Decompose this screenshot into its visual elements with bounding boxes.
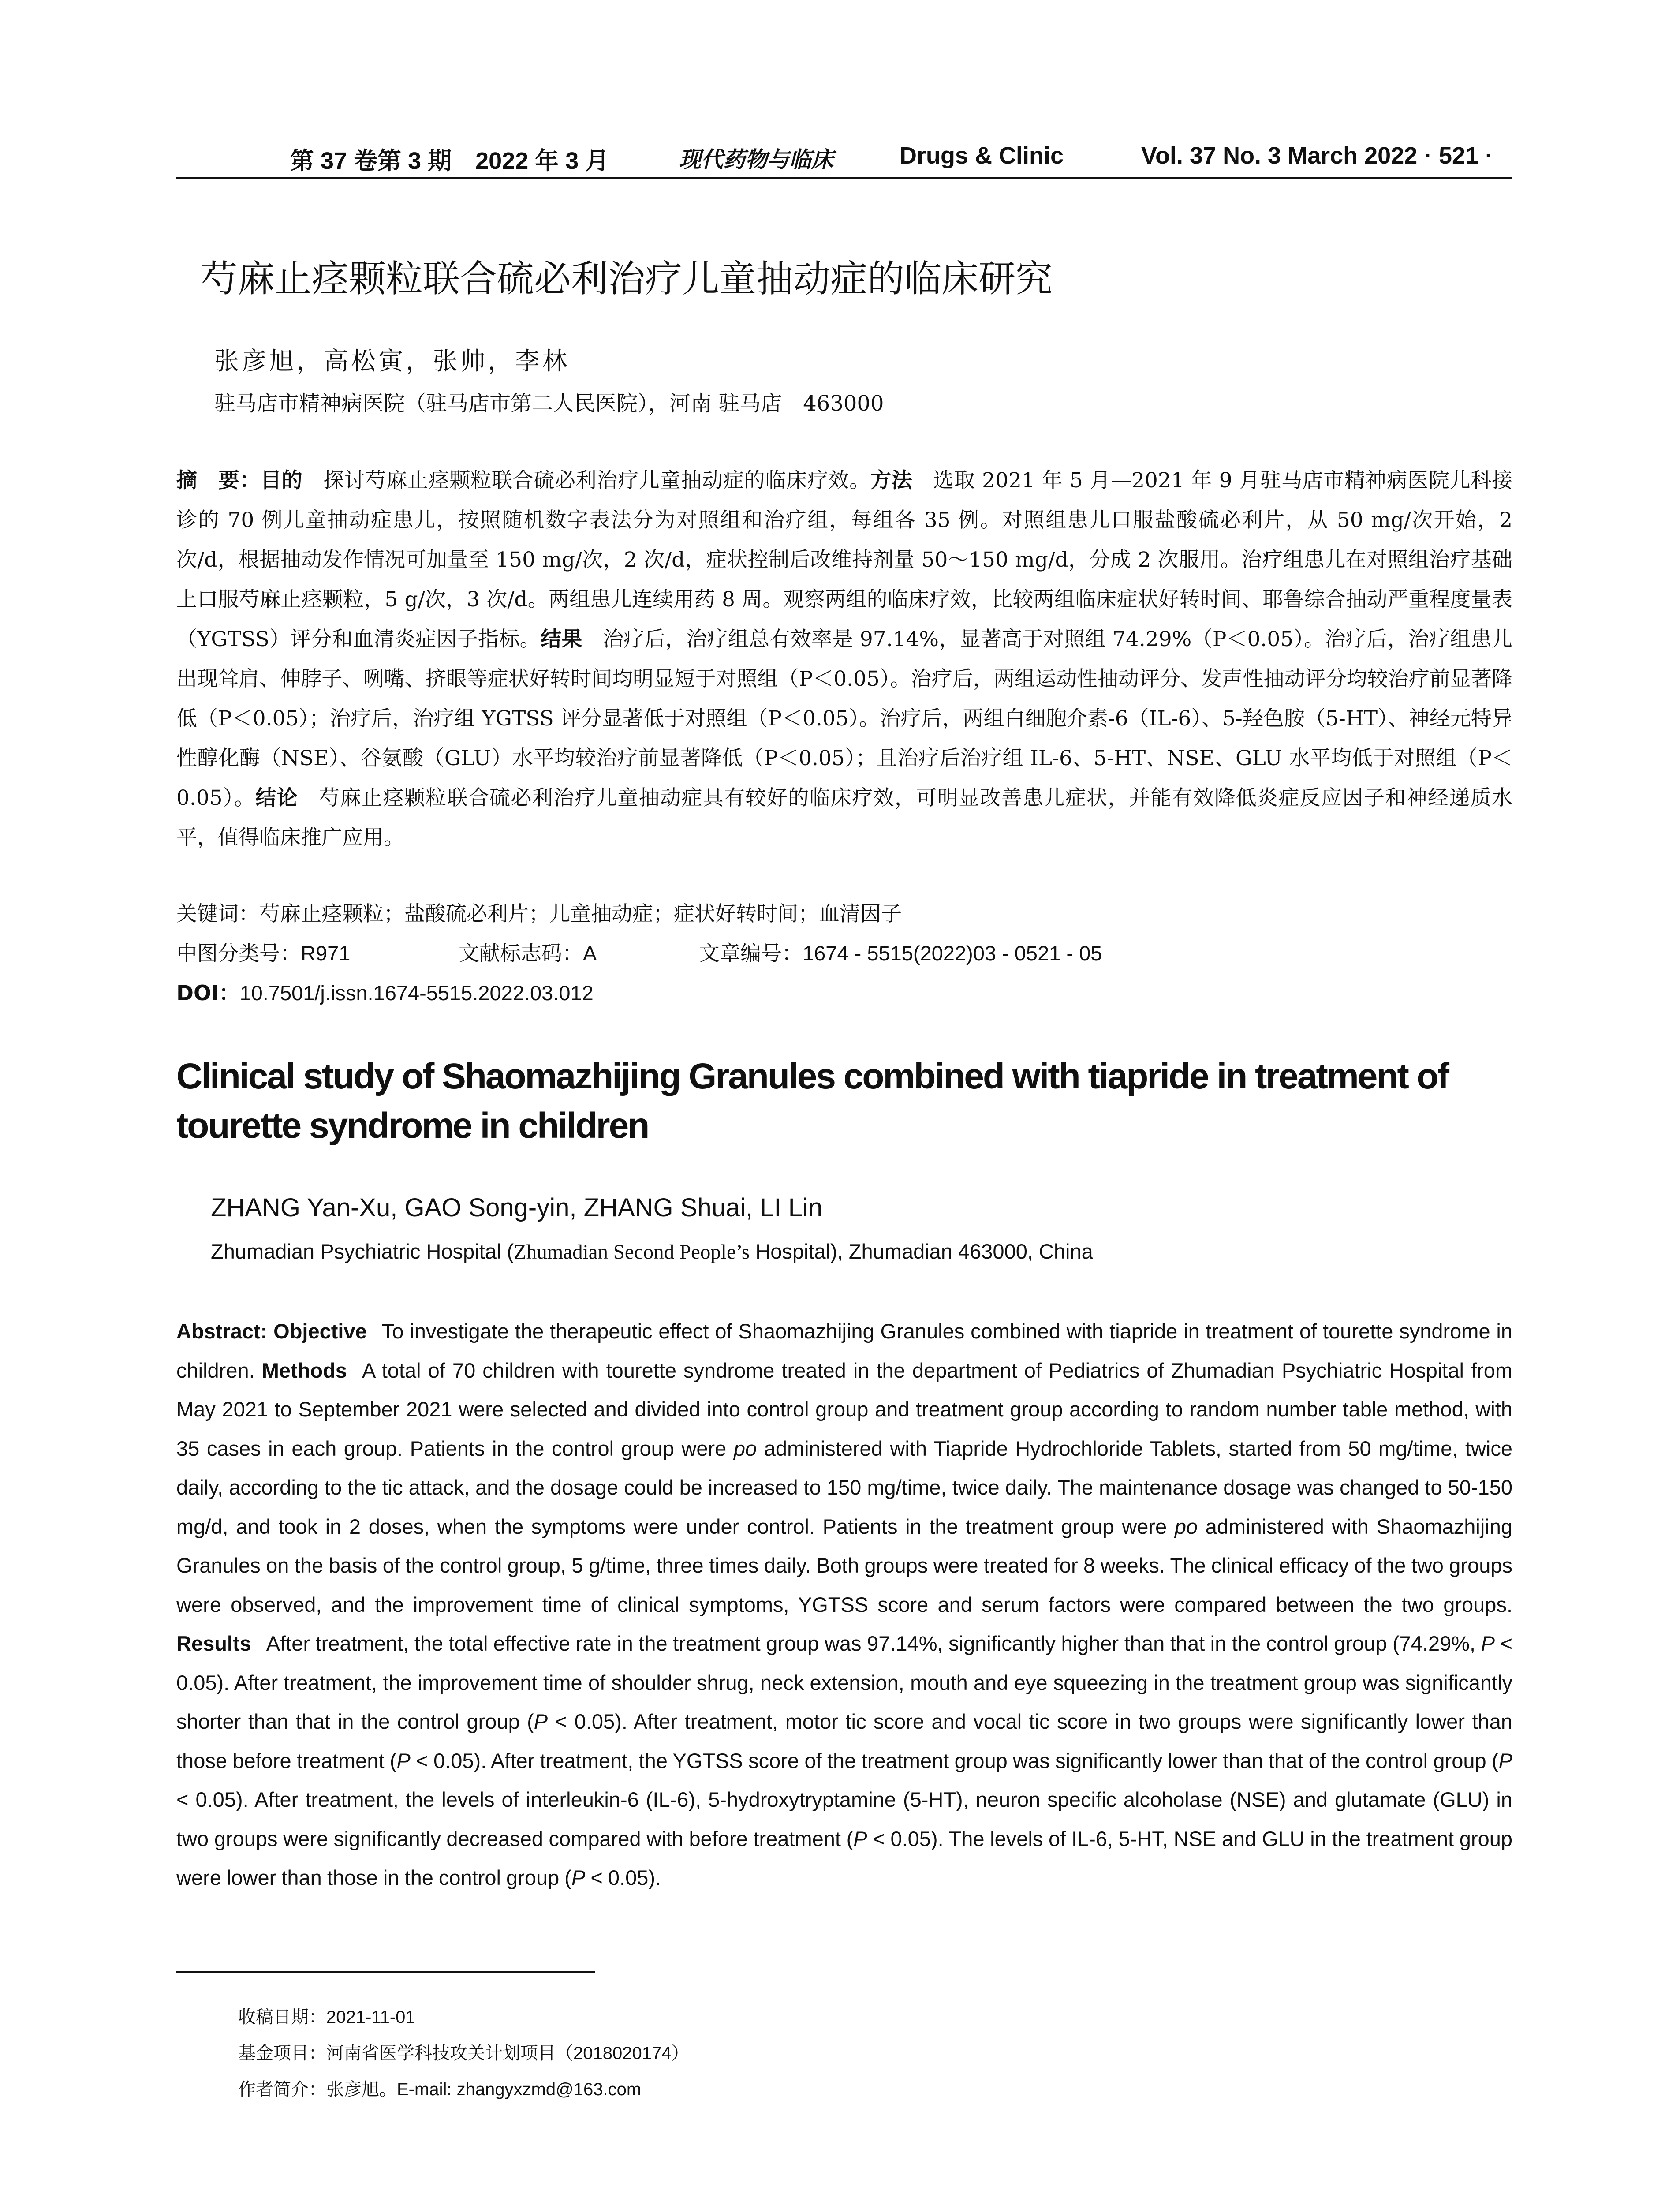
keywords-line	[176, 897, 1512, 927]
fund-label: 基金项目：	[238, 2043, 326, 2063]
footnote-rule	[176, 1971, 595, 1973]
header-rule	[176, 177, 1512, 179]
abstract-cn	[176, 461, 1512, 858]
results-label-en: Results	[176, 1632, 251, 1655]
footnote-received	[238, 1999, 1473, 2035]
methods-label-cn: 方法	[870, 468, 913, 493]
author-email: E-mail: zhangyxzmd@163.com	[397, 2080, 642, 2099]
doi-label: DOI：	[176, 981, 240, 1005]
footnotes	[238, 1999, 1473, 2108]
doc-code-value: A	[583, 942, 597, 965]
classification-line	[176, 937, 1512, 968]
doi-value: 10.7501/j.issn.1674-5515.2022.03.012	[239, 981, 594, 1005]
affiliation-en	[211, 1239, 1512, 1264]
header-volume-cn: 第 37 卷第 3 期 2022 年 3 月	[290, 148, 609, 174]
p-symbol-5: P	[853, 1827, 867, 1850]
doc-code-label: 文献标志码：	[459, 942, 583, 966]
doi-line	[176, 977, 1512, 1006]
objective-text-cn: 探讨芍麻止痉颗粒联合硫必利治疗儿童抽动症的临床疗效。	[323, 468, 870, 493]
methods-text-en-a: A total of 70 children with tourette syndrome treated in the department of Pediatrics of Zhumadian Psychiatric Hospital from May 2021 to September 2021 were selected and divided into control group and treatment group according to random number table method, with 35 cases in each group. Patients in the control group were	[176, 1358, 1513, 1460]
methods-text-cn: 选取 2021 年 5 月—2021 年 9 月驻马店市精神病医院儿科接诊的 70 例儿童抽动症患儿，按照随机数字表法分为对照组和治疗组，每组各 35 例。对照组患儿口服盐酸硫必利片，从 50 mg/次开始，2 次/d，根据抽动发作情况可加量至 150 mg/次，2 次/d，症状控制后改维持剂量 50～150 mg/d，分成 2 次服用。治疗组患儿在对照组治疗基础上口服芍麻止痉颗粒，5 g/次，3 次/d。两组患儿连续用药 8 周。观察两组的临床疗效，比较两组临床症状好转时间、耶鲁综合抽动严重程度量表（YGTSS）评分和血清炎症因子指标。	[176, 468, 1513, 651]
p-symbol-1: P	[1481, 1632, 1495, 1655]
keywords-label: 关键词：	[176, 902, 259, 926]
results-label-cn: 结果	[541, 627, 582, 651]
title-en: Clinical study of Shaomazhijing Granules combined with tiapride in treatment of tourette syndrome in children	[176, 1056, 1448, 1146]
fund-number: 2018020174	[573, 2044, 672, 2063]
p-symbol-3: P	[396, 1749, 411, 1772]
affiliation-en-b: Zhumadian Second People’s	[514, 1241, 750, 1263]
methods-text-en-b: administered with Tiapride Hydrochloride Tablets, started from 50 mg/time, twice daily, according to the tic attack, and the dosage could be increased to 150 mg/time, twice daily. The maintenance dosage was changed to 50-150 mg/d, and took in 2 doses, when the symptoms were under control. Patients in the treatment group were	[176, 1436, 1512, 1538]
received-date: 2021-11-01	[326, 2007, 415, 2027]
conclusion-label-cn: 结论	[255, 786, 298, 810]
affiliation-en-a: Zhumadian Psychiatric Hospital (	[211, 1240, 514, 1263]
results-text-en-6: < 0.05). The levels of IL-6, 5-HT, NSE and GLU in the treatment group were lower than those in the control group (	[176, 1827, 1513, 1889]
results-text-en-4: < 0.05). After treatment, the YGTSS score of the treatment group was significantly lower than that of the control group (	[416, 1749, 1499, 1772]
affiliation-cn: 驻马店市精神病医院（驻马店市第二人民医院），河南 驻马店 463000	[214, 391, 884, 416]
abstract-en	[176, 1312, 1512, 1898]
article-no-segment	[699, 937, 1102, 967]
article-no-value: 1674 - 5515(2022)03 - 0521 - 05	[803, 942, 1102, 965]
header-journal-en: Drugs & Clinic	[900, 142, 1064, 169]
affiliation-en-c: Hospital), Zhumadian 463000, China	[750, 1240, 1093, 1263]
p-symbol-2: P	[534, 1710, 548, 1733]
po-term-1: po	[733, 1436, 757, 1460]
article-no-label: 文章编号：	[699, 942, 803, 966]
clc-segment	[176, 937, 350, 967]
objective-text-en: To investigate the therapeutic effect of Shaomazhijing Granules combined with tiapride in treatment of tourette syndrome in children.	[176, 1319, 1513, 1382]
p-symbol-6: P	[571, 1866, 586, 1889]
p-symbol-4: P	[1498, 1749, 1512, 1772]
title-cn: 芍麻止痉颗粒联合硫必利治疗儿童抽动症的临床研究	[201, 257, 1053, 300]
objective-label-cn: 目的	[260, 468, 303, 493]
results-text-en-3: < 0.05). After treatment, motor tic score and vocal tic score in two groups were significantly lower than those before treatment (	[176, 1710, 1512, 1772]
doc-code-segment	[459, 937, 597, 967]
results-text-en-1: After treatment, the total effective rate in the treatment group was 97.14%, significantly higher than that in the control group (74.29%,	[266, 1632, 1476, 1655]
results-text-en-2: < 0.05). After treatment, the improvement time of shoulder shrug, neck extension, mouth and eye squeezing in the treatment group was significantly shorter than that in the control group (	[176, 1632, 1513, 1733]
header-volume-en: Vol. 37 No. 3 March 2022	[1141, 142, 1418, 169]
conclusion-text-cn: 芍麻止痉颗粒联合硫必利治疗儿童抽动症具有较好的临床疗效，可明显改善患儿症状，并能有效降低炎症反应因子和神经递质水平，值得临床推广应用。	[176, 786, 1513, 850]
clc-value: R971	[301, 942, 351, 965]
fund-text-a: 河南省医学科技攻关计划项目（	[326, 2043, 573, 2063]
methods-text-en-c: administered with Shaomazhijing Granules on the basis of the control group, 5 g/time, three times daily. Both groups were treated for 8 weeks. The clinical efficacy of the two groups were observed, and the improvement time of clinical symptoms, YGTSS score and serum factors were compared between the two groups.	[176, 1514, 1512, 1616]
authors-cn: 张彦旭，高松寅，张帅，李林	[214, 347, 570, 376]
footnote-author	[238, 2071, 1473, 2108]
authors-en: ZHANG Yan-Xu, GAO Song-yin, ZHANG Shuai, LI Lin	[211, 1193, 823, 1222]
received-label: 收稿日期：	[238, 2007, 326, 2027]
po-term-2: po	[1174, 1514, 1198, 1538]
results-text-en-7: < 0.05).	[590, 1866, 661, 1889]
header-journal-cn: 现代药物与临床	[679, 146, 833, 172]
methods-label-en: Methods	[261, 1358, 347, 1382]
author-name: 张彦旭。	[326, 2079, 397, 2100]
abstract-label-cn: 摘 要：	[176, 468, 261, 493]
author-label: 作者简介：	[238, 2079, 326, 2100]
clc-label: 中图分类号：	[176, 942, 301, 966]
footnote-fund	[238, 2035, 1473, 2071]
running-header	[176, 142, 1512, 182]
fund-text-c: ）	[671, 2043, 689, 2063]
abstract-objective-label-en: Abstract: Objective	[176, 1319, 367, 1343]
results-text-cn: 治疗后，治疗组总有效率是 97.14%，显著高于对照组 74.29%（P＜0.05）。治疗后，治疗组患儿出现耸肩、伸脖子、咧嘴、挤眼等症状好转时间均明显短于对照组（P＜0.05）。治疗后，两组运动性抽动评分、发声性抽动评分均较治疗前显著降低（P＜0.05）；治疗后，治疗组 YGTSS 评分显著低于对照组（P＜0.05）。治疗后，两组白细胞介素-6（IL-6）、5-羟色胺（5-HT）、神经元特异性醇化酶（NSE）、谷氨酸（GLU）水平均较治疗前显著降低（P＜0.05）；且治疗后治疗组 IL-6、5-HT、NSE、GLU 水平均低于对照组（P＜0.05）。	[176, 627, 1512, 810]
header-page-number: · 521 ·	[1424, 142, 1493, 169]
keywords-text: 芍麻止痉颗粒；盐酸硫必利片；儿童抽动症；症状好转时间；血清因子	[259, 902, 902, 926]
results-text-en-5: < 0.05). After treatment, the levels of interleukin-6 (IL-6), 5-hydroxytryptamine (5-HT), neuron specific alcoholase (NSE) and glutamate (GLU) in two groups were significantly decreased compared with before treatment (	[176, 1788, 1512, 1850]
